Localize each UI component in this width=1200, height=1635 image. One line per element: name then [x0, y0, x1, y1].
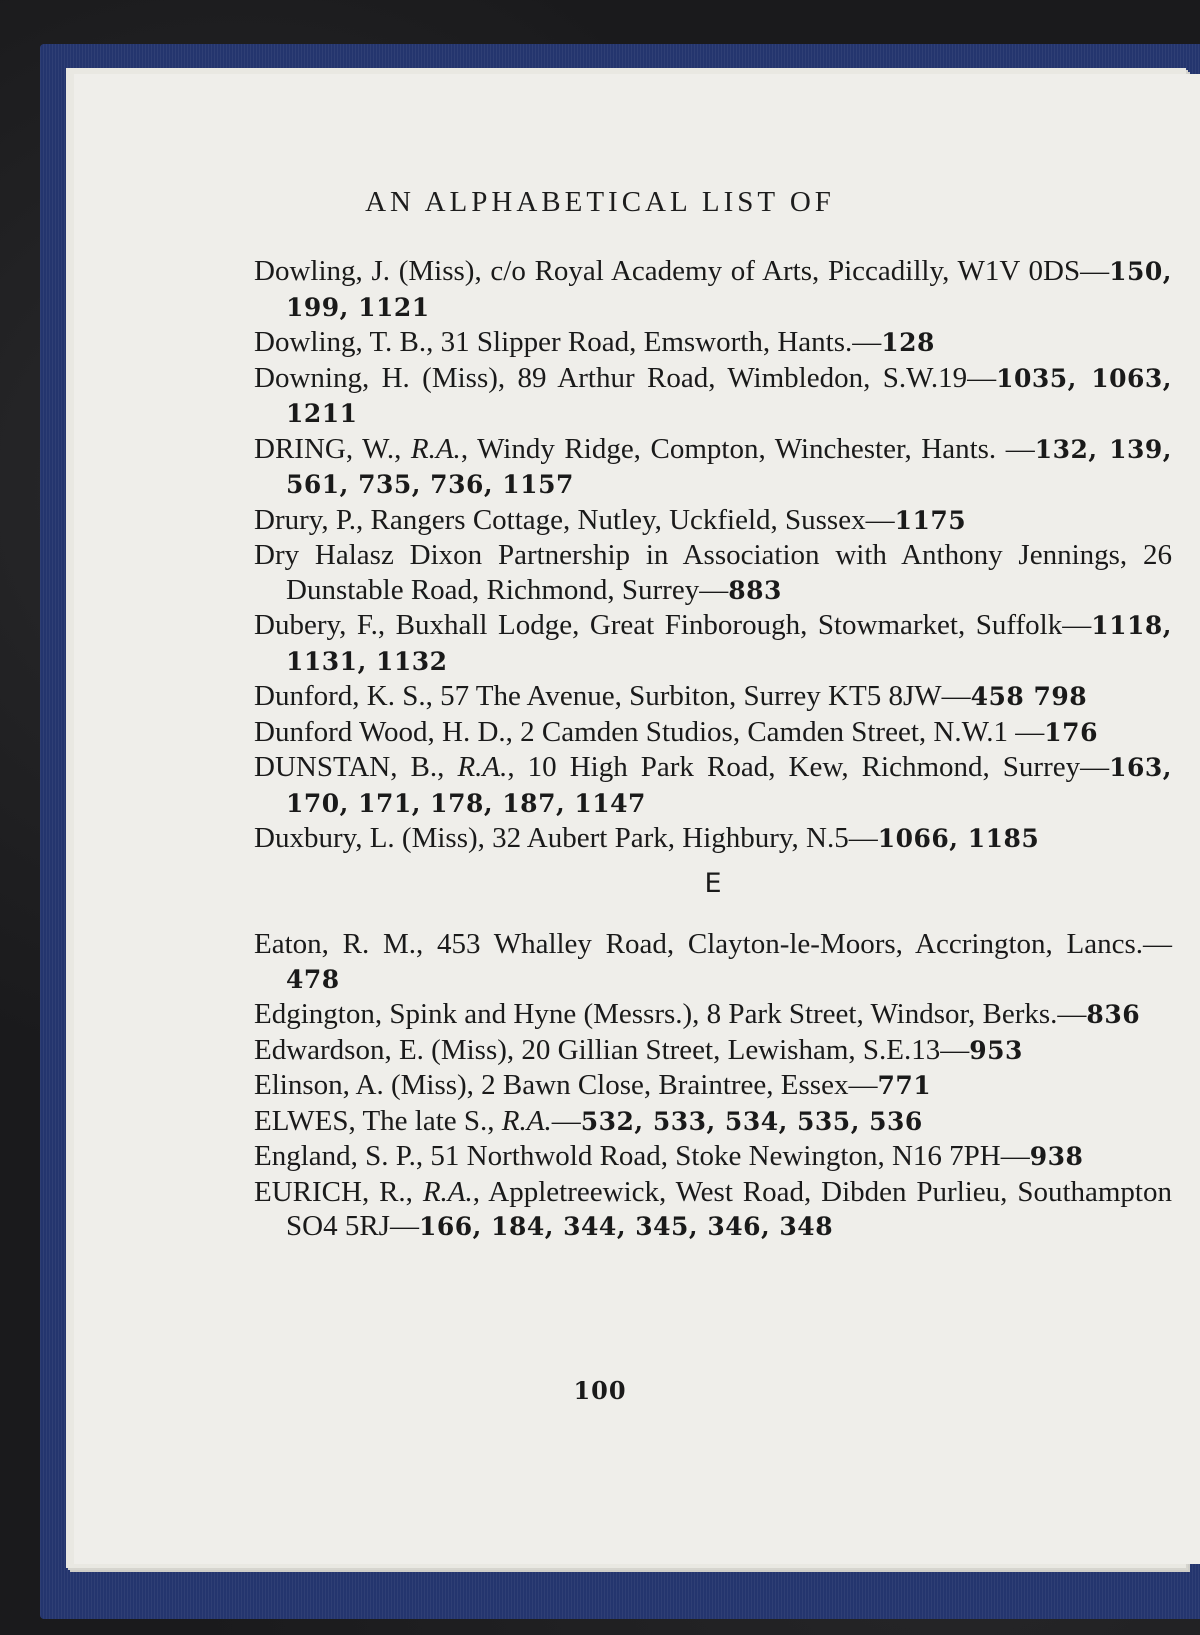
- page-number: 100: [573, 1376, 627, 1405]
- entry-nums: 938: [1029, 1142, 1084, 1171]
- running-head: AN ALPHABETICAL LIST OF: [365, 186, 835, 218]
- entry-nums: 1066, 1185: [877, 824, 1040, 853]
- list-entry: [254, 750, 1172, 821]
- entry-nums: 458 798: [970, 682, 1088, 711]
- entry-pre: Edwardson, E. (Miss), 20 Gillian Street, Lewisham, S.E.13—: [254, 1033, 970, 1066]
- list-entry: [254, 1068, 1172, 1104]
- entry-pre: Dunford, K. S., 57 The Avenue, Surbiton, Surrey KT5 8JW—: [254, 680, 971, 712]
- entries-list: [254, 254, 1172, 1245]
- entry-post: , 10 High Park Road, Kew, Richmond, Surrey—: [507, 751, 1110, 783]
- list-entry: [254, 361, 1172, 432]
- list-entry: [254, 1104, 1172, 1140]
- list-entry: [254, 1139, 1172, 1175]
- entry-nums: 532, 533, 534, 535, 536: [580, 1106, 923, 1136]
- entry-hon: R.A.: [410, 432, 461, 465]
- entry-nums: 1175: [894, 505, 967, 535]
- list-entry: [254, 679, 1172, 715]
- entry-post: , Windy Ridge, Compton, Winchester, Hants. —: [460, 432, 1035, 465]
- list-entry: [254, 325, 1172, 361]
- entry-post: —: [551, 1104, 581, 1137]
- entry-nums: 1118, 1131, 1132: [286, 611, 1172, 676]
- list-entry: [254, 254, 1172, 325]
- entry-pre: DUNSTAN, B.,: [254, 751, 458, 783]
- list-entry: [254, 538, 1172, 608]
- entry-pre: Edgington, Spink and Hyne (Messrs.), 8 Park Street, Windsor, Berks.—: [254, 998, 1087, 1030]
- entry-nums: 128: [881, 328, 935, 357]
- entry-pre: England, S. P., 51 Northwold Road, Stoke Newington, N16 7PH—: [254, 1140, 1030, 1172]
- section-letter: E: [704, 867, 722, 899]
- entry-nums: 163, 170, 171, 178, 187, 1147: [286, 753, 1173, 818]
- list-entry: [254, 1175, 1172, 1245]
- entry-nums: 1035, 1063, 1211: [286, 363, 1172, 428]
- entry-pre: Eaton, R. M., 453 Whalley Road, Clayton-le-Moors, Accrington, Lancs.—: [254, 928, 1172, 960]
- entry-nums: 883: [728, 575, 782, 605]
- entries-e: [254, 927, 1172, 1245]
- entry-nums: 478: [286, 964, 340, 994]
- entry-pre: Elinson, A. (Miss), 2 Bawn Close, Braintree, Essex—: [254, 1069, 878, 1101]
- entry-pre: Dunford Wood, H. D., 2 Camden Studios, Camden Street, N.W.1 —: [254, 715, 1045, 748]
- entry-pre: Duxbury, L. (Miss), 32 Aubert Park, Highbury, N.5—: [254, 822, 878, 854]
- list-entry: [254, 821, 1172, 857]
- list-entry: [254, 715, 1172, 751]
- entry-hon: R.A.: [457, 751, 508, 783]
- entry-nums: 132, 139, 561, 735, 736, 1157: [286, 434, 1173, 499]
- entry-pre: Dowling, T. B., 31 Slipper Road, Emsworth, Hants.—: [254, 326, 882, 358]
- entry-nums: 771: [877, 1071, 932, 1100]
- entry-pre: ELWES, The late S.,: [254, 1104, 502, 1137]
- entry-pre: Downing, H. (Miss), 89 Arthur Road, Wimbledon, S.W.19—: [254, 361, 997, 394]
- entry-pre: Dowling, J. (Miss), c/o Royal Academy of Arts, Piccadilly, W1V 0DS—: [254, 255, 1110, 287]
- list-entry: [254, 432, 1172, 503]
- entry-pre: EURICH, R.,: [254, 1175, 423, 1208]
- entry-nums: 953: [969, 1035, 1023, 1065]
- entry-post: , Appletreewick, West Road, Dibden Purlieu, Southampton SO4 5RJ—: [286, 1175, 1172, 1242]
- list-entry: [254, 927, 1172, 997]
- entry-nums: 176: [1044, 717, 1098, 747]
- list-entry: [254, 608, 1172, 679]
- entry-nums: 150, 199, 1121: [286, 257, 1172, 322]
- entry-nums: 166, 184, 344, 345, 346, 348: [418, 1212, 834, 1241]
- entry-hon: R.A.: [422, 1175, 473, 1208]
- entry-pre: Drury, P., Rangers Cottage, Nutley, Uckfield, Sussex—: [254, 503, 895, 536]
- list-entry: [254, 503, 1172, 539]
- entry-hon: R.A.: [501, 1104, 552, 1137]
- list-entry: [254, 1033, 1172, 1069]
- entry-pre: Dry Halasz Dixon Partnership in Association with Anthony Jennings, 26 Dunstable Road, Richmond, Surrey—: [254, 539, 1172, 606]
- entry-pre: Dubery, F., Buxhall Lodge, Great Finborough, Stowmarket, Suffolk—: [254, 609, 1092, 641]
- entry-pre: DRING, W.,: [254, 432, 411, 465]
- entries-d: [254, 254, 1172, 857]
- list-entry: [254, 997, 1172, 1033]
- entry-nums: 836: [1086, 1000, 1141, 1029]
